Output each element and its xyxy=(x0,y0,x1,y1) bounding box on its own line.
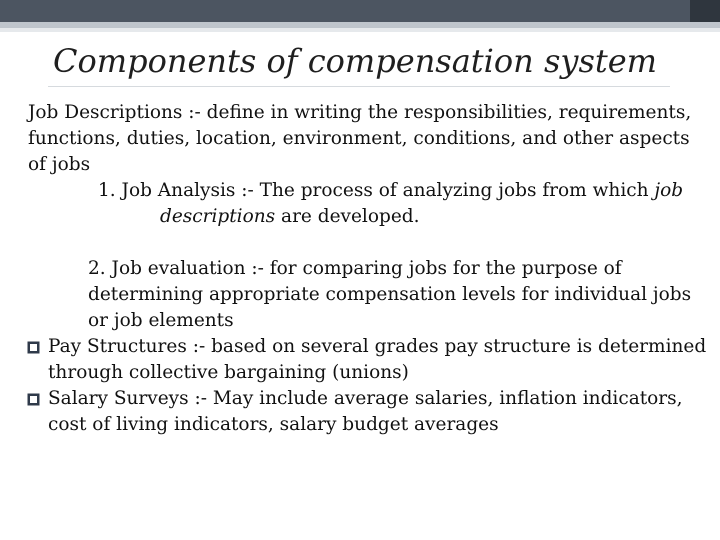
top-banner xyxy=(0,0,720,22)
top-banner-accent xyxy=(690,0,720,22)
square-bullet-icon xyxy=(27,341,40,354)
slide-title: Components of compensation system xyxy=(53,42,657,80)
salary-surveys-item xyxy=(28,386,708,438)
square-bullet-icon xyxy=(27,393,40,406)
job-analysis-paragraph xyxy=(98,178,708,230)
salary-surveys-text: Salary Surveys :- May include average salaries, inflation indicators, cost of living indicators, salary budget averages xyxy=(48,388,683,435)
title-divider xyxy=(48,86,670,87)
top-stripe-light xyxy=(0,28,720,32)
job-descriptions-emphasis: job descriptions xyxy=(160,180,684,227)
pay-structures-item xyxy=(28,334,708,386)
slide-body xyxy=(28,100,708,438)
job-evaluation-paragraph: 2. Job evaluation :- for comparing jobs for the purpose of determining appropriate compensation levels for individual jobs or job elements xyxy=(88,258,692,331)
job-descriptions-paragraph: Job Descriptions :- define in writing the responsibilities, requirements, functions, duties, location, environment, conditions, and other aspects of jobs xyxy=(28,102,692,175)
job-analysis-text-end: are developed. xyxy=(275,206,420,227)
pay-structures-text: Pay Structures :- based on several grades pay structure is determined through collective bargaining (unions) xyxy=(48,336,707,383)
job-analysis-text: 1. Job Analysis :- The process of analyzing jobs from which xyxy=(98,180,655,201)
